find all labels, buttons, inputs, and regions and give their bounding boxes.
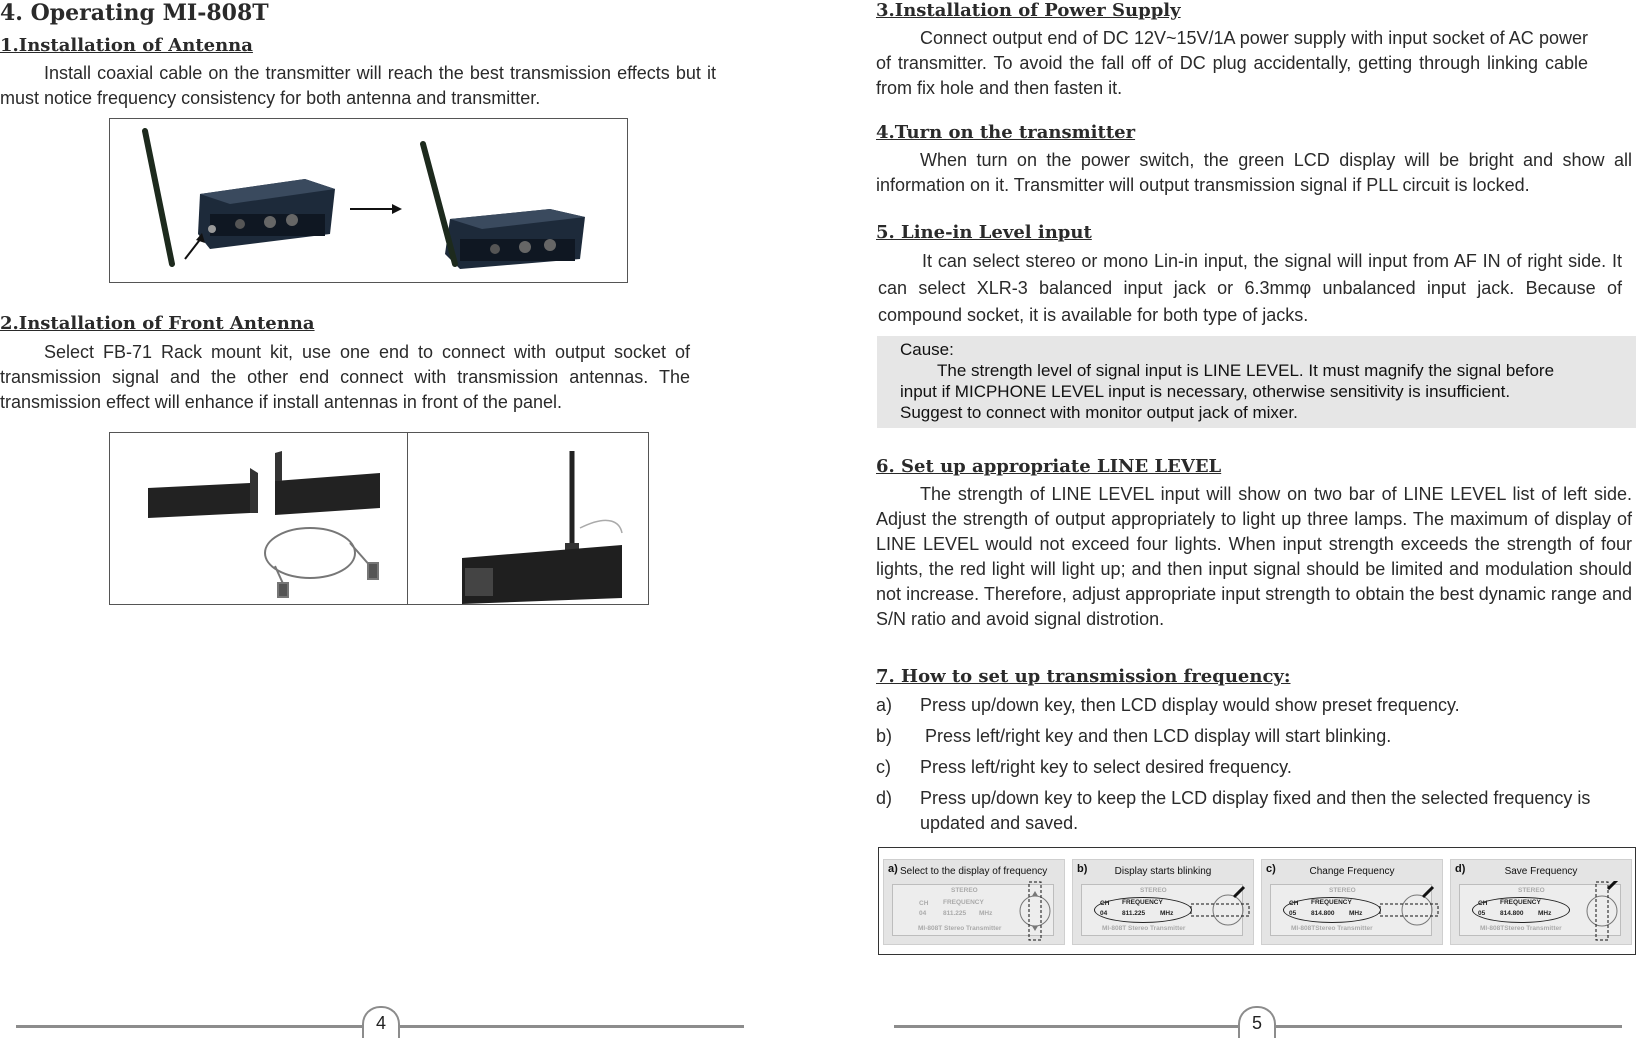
- step-d-label: d): [876, 788, 893, 808]
- page-number-right: 5: [1238, 1006, 1276, 1038]
- figure-rack-mount: [109, 432, 649, 605]
- paragraph-front-antenna: Select FB-71 Rack mount kit, use one end to connect with output socket of transmission signal and the other end connect with transmission antennas. The transmission effect will enhance if install antennas in front of the panel.: [0, 342, 690, 412]
- frequency-value: 814.800: [1311, 910, 1335, 917]
- step-c-label: c): [876, 757, 891, 777]
- panel-d-label: d): [1455, 863, 1466, 875]
- frequency-label: FREQUENCY: [943, 899, 984, 906]
- heading-line-in: 5. Line-in Level input: [876, 222, 1092, 243]
- coax-cable-image: [265, 528, 378, 597]
- rack-bracket-image-2: [275, 451, 380, 515]
- stereo-label: STEREO: [1329, 887, 1356, 894]
- panel-d-title: Save Frequency: [1504, 866, 1578, 877]
- lcd-display-d: [1459, 884, 1621, 936]
- front-antenna-rack-image: [462, 451, 622, 604]
- transmitter-image-before: [145, 131, 335, 264]
- nav-keys-icon: [1190, 885, 1250, 935]
- frequency-steps-figure: [878, 847, 1636, 955]
- step-c: [876, 755, 1632, 780]
- figure-antenna-install: [109, 118, 628, 283]
- paragraph-line-level: The strength of LINE LEVEL input will show on two bar of LINE LEVEL list of left side. Adjust the strength of output appropriately to light up three lamps. The maximum of display of LINE LEVEL would not exceed four lights. When input strength exceeds the strength of four lights, the red light will light up; and then input signal should be limited and modulation should not increase. Therefore, adjust appropriate input strength to obtain the best dynamic range and S/N ratio and avoid signal distrotion.: [876, 484, 1632, 629]
- nav-keys-icon: [1379, 885, 1439, 935]
- frequency-unit: MHz: [979, 910, 993, 917]
- stereo-label: STEREO: [1518, 887, 1545, 894]
- ch-number: 04: [1100, 910, 1108, 917]
- heading-line-level: 6. Set up appropriate LINE LEVEL: [876, 456, 1222, 477]
- panel-b: [1072, 859, 1254, 945]
- step-a-label: a): [876, 695, 893, 715]
- stereo-label: STEREO: [951, 887, 978, 894]
- nav-keys-icon: [1019, 881, 1059, 941]
- ch-number: 04: [919, 910, 927, 917]
- frequency-value: 814.800: [1500, 910, 1524, 917]
- cause-note: [877, 336, 1636, 428]
- frequency-unit: MHz: [1160, 910, 1174, 917]
- rack-mount-illustration: [110, 433, 648, 604]
- ch-label: CH: [919, 900, 929, 907]
- step-b-label: b): [876, 726, 893, 746]
- heading-turn-on: 4.Turn on the transmitter: [876, 122, 1136, 143]
- transmitter-image-after: [423, 144, 585, 269]
- nav-keys-icon: [1586, 881, 1626, 941]
- step-b: [876, 724, 1632, 749]
- step-a: [876, 693, 1632, 718]
- heading-front-antenna: 2.Installation of Front Antenna: [0, 313, 315, 334]
- step-c-text: Press left/right key to select desired frequency.: [920, 757, 1292, 777]
- ch-label: CH: [1100, 900, 1110, 907]
- lcd-display-a: [892, 884, 1054, 936]
- page-number-left: 4: [362, 1006, 400, 1038]
- panel-c-label: c): [1266, 863, 1276, 875]
- paragraph-turn-on: When turn on the power switch, the green LCD display will be bright and show all information on it. Transmitter will output transmission signal if PLL circuit is locked.: [876, 150, 1632, 195]
- antenna-install-illustration: [110, 119, 627, 282]
- step-d-text: Press up/down key to keep the LCD display fixed and then the selected frequency is updated and saved.: [920, 788, 1591, 833]
- frequency-value: 811.225: [943, 910, 967, 917]
- lcd-display-b: [1081, 884, 1243, 936]
- model-label: MI-808TStereo Transmitter: [1291, 925, 1373, 932]
- frequency-unit: MHz: [1538, 910, 1552, 917]
- model-label: MI-808T Stereo Transmitter: [918, 925, 1002, 932]
- rack-bracket-image-1: [148, 468, 258, 518]
- ch-number: 05: [1289, 910, 1297, 917]
- panel-c-title: Change Frequency: [1309, 866, 1395, 877]
- ch-number: 05: [1478, 910, 1486, 917]
- ch-label: CH: [1478, 900, 1488, 907]
- step-a-text: Press up/down key, then LCD display would show preset frequency.: [920, 695, 1460, 715]
- ch-label: CH: [1289, 900, 1299, 907]
- panel-a: [883, 859, 1065, 945]
- panel-d: [1450, 859, 1632, 945]
- paragraph-antenna: Install coaxial cable on the transmitter will reach the best transmission effects but it must notice frequency consistency for both antenna and transmitter.: [0, 63, 716, 108]
- frequency-label: FREQUENCY: [1311, 899, 1352, 906]
- heading-power-supply: 3.Installation of Power Supply: [876, 0, 1181, 21]
- paragraph-line-in: It can select stereo or mono Lin-in input, the signal will input from AF IN of right side. It can select XLR-3 balanced input jack or 6.3mmφ unbalanced input jack. Because of compound socket, it is available for both type of jacks.: [878, 251, 1622, 325]
- heading-antenna: 1.Installation of Antenna: [0, 35, 253, 56]
- frequency-value: 811.225: [1122, 910, 1146, 917]
- heading-frequency-setup: 7. How to set up transmission frequency:: [876, 666, 1291, 687]
- cause-label: Cause:: [900, 340, 954, 359]
- paragraph-power-supply: Connect output end of DC 12V~15V/1A power supply with input socket of AC power of transmitter. To avoid the fall off of DC plug accidentally, getting through linking cable from fix hole and then fasten it.: [876, 28, 1588, 98]
- step-d: [876, 786, 1632, 836]
- frequency-unit: MHz: [1349, 910, 1363, 917]
- model-label: MI-808T Stereo Transmitter: [1102, 925, 1186, 932]
- cause-text: The strength level of signal input is LINE LEVEL. It must magnify the signal before input if MICPHONE LEVEL input is necessary, otherwise sensitivity is insufficient. Suggest to connect with monitor output jack of mixer.: [900, 361, 1555, 422]
- step-b-text: Press left/right key and then LCD display will start blinking.: [920, 726, 1392, 746]
- model-label: MI-808TStereo Transmitter: [1480, 925, 1562, 932]
- panel-b-label: b): [1077, 863, 1088, 875]
- frequency-label: FREQUENCY: [1122, 899, 1163, 906]
- panel-a-title: Select to the display of frequency: [900, 866, 1048, 877]
- panel-b-title: Display starts blinking: [1114, 866, 1212, 877]
- lcd-display-c: [1270, 884, 1432, 936]
- panel-a-label: a): [888, 863, 898, 875]
- stereo-label: STEREO: [1140, 887, 1167, 894]
- panel-c: [1261, 859, 1443, 945]
- page-title: 4. Operating MI-808T: [0, 0, 269, 26]
- frequency-label: FREQUENCY: [1500, 899, 1541, 906]
